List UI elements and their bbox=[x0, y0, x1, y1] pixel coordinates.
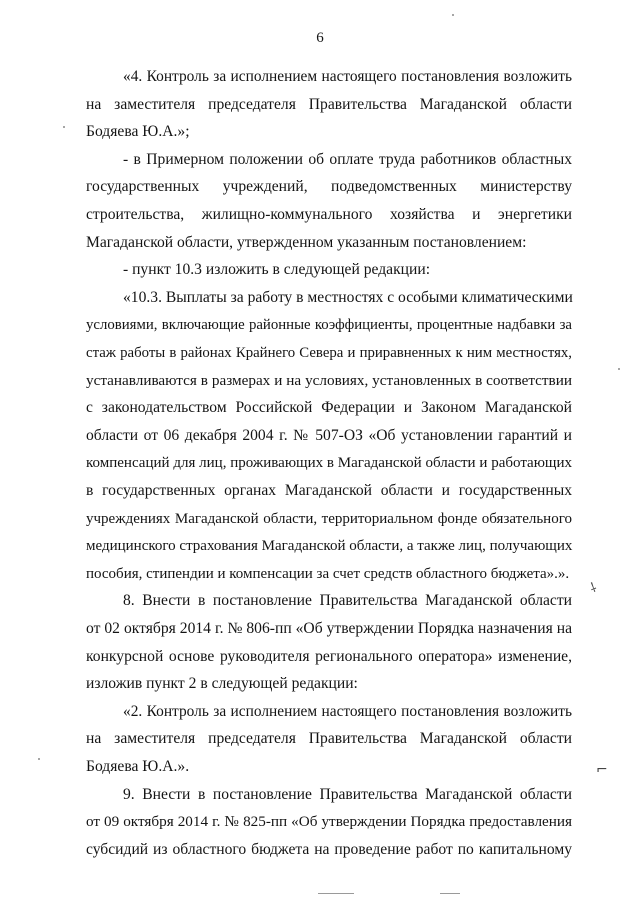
scan-edge-line bbox=[440, 893, 460, 894]
text-line: Магаданской области, утвержденном указанным постановлением: bbox=[86, 234, 527, 251]
text-line: от 09 октября 2014 г. № 825-пп «Об утверждении Порядка предоставления bbox=[86, 813, 572, 830]
scan-speck bbox=[63, 126, 65, 128]
text-line: стаж работы в районах Крайнего Севера и приравненных к ним местностях, bbox=[86, 345, 572, 361]
text-line: «10.3. Выплаты за работу в местностях с особыми климатическими bbox=[123, 289, 573, 306]
scan-edge-line bbox=[318, 893, 354, 894]
text-line: - пункт 10.3 изложить в следующей редакции: bbox=[123, 261, 431, 278]
text-line: конкурсной основе руководителя регионального оператора» изменение, bbox=[86, 648, 572, 665]
text-line: «2. Контроль за исполнением настоящего постановления возложить bbox=[123, 703, 572, 720]
text-line: 8. Внести в постановление Правительства Магаданской области bbox=[123, 592, 572, 609]
margin-mark-2: ⌐ bbox=[596, 762, 608, 778]
text-line: от 02 октября 2014 г. № 806-пп «Об утверждении Порядка назначения на bbox=[86, 620, 572, 637]
text-line: на заместителя председателя Правительства Магаданской области bbox=[86, 96, 572, 113]
text-line: - в Примерном положении об оплате труда работников областных bbox=[123, 151, 572, 168]
text-line: устанавливаются в размерах и на условиях, установленных в соответствии bbox=[86, 372, 572, 389]
text-line: Бодяева Ю.А.»; bbox=[86, 123, 190, 140]
scan-speck bbox=[38, 758, 40, 760]
scan-speck bbox=[452, 14, 454, 16]
text-line: изложив пункт 2 в следующей редакции: bbox=[86, 675, 358, 692]
text-line: с законодательством Российской Федерации и Законом Магаданской bbox=[86, 399, 572, 416]
text-line: в государственных органах Магаданской области и государственных bbox=[86, 482, 572, 499]
text-line: Бодяева Ю.А.». bbox=[86, 758, 190, 775]
text-line: условиями, включающие районные коэффициенты, процентные надбавки за bbox=[86, 317, 572, 333]
page-number: 6 bbox=[316, 30, 324, 46]
text-line: государственных учреждений, подведомственных министерству bbox=[86, 178, 572, 195]
text-line: 9. Внести в постановление Правительства Магаданской области bbox=[123, 786, 572, 803]
text-line: строительства, жилищно-коммунального хозяйства и энергетики bbox=[86, 206, 572, 223]
text-line: субсидий из областного бюджета на проведение работ по капитальному bbox=[86, 841, 572, 858]
text-line: пособия, стипендии и компенсации за счет средств областного бюджета».». bbox=[86, 566, 570, 582]
text-line: учреждениях Магаданской области, территориальном фонде обязательного bbox=[86, 511, 572, 527]
text-line: на заместителя председателя Правительства Магаданской области bbox=[86, 730, 572, 747]
margin-mark-1: ⸸ bbox=[588, 580, 600, 597]
text-line: медицинского страхования Магаданской области, а также лиц, получающих bbox=[86, 538, 573, 554]
scan-speck bbox=[618, 368, 620, 370]
text-line: компенсаций для лиц, проживающих в Магаданской области и работающих bbox=[86, 455, 572, 471]
text-line: области от 06 декабря 2004 г. № 507-ОЗ «Об установлении гарантий и bbox=[86, 427, 572, 444]
text-line: «4. Контроль за исполнением настоящего постановления возложить bbox=[123, 68, 572, 85]
